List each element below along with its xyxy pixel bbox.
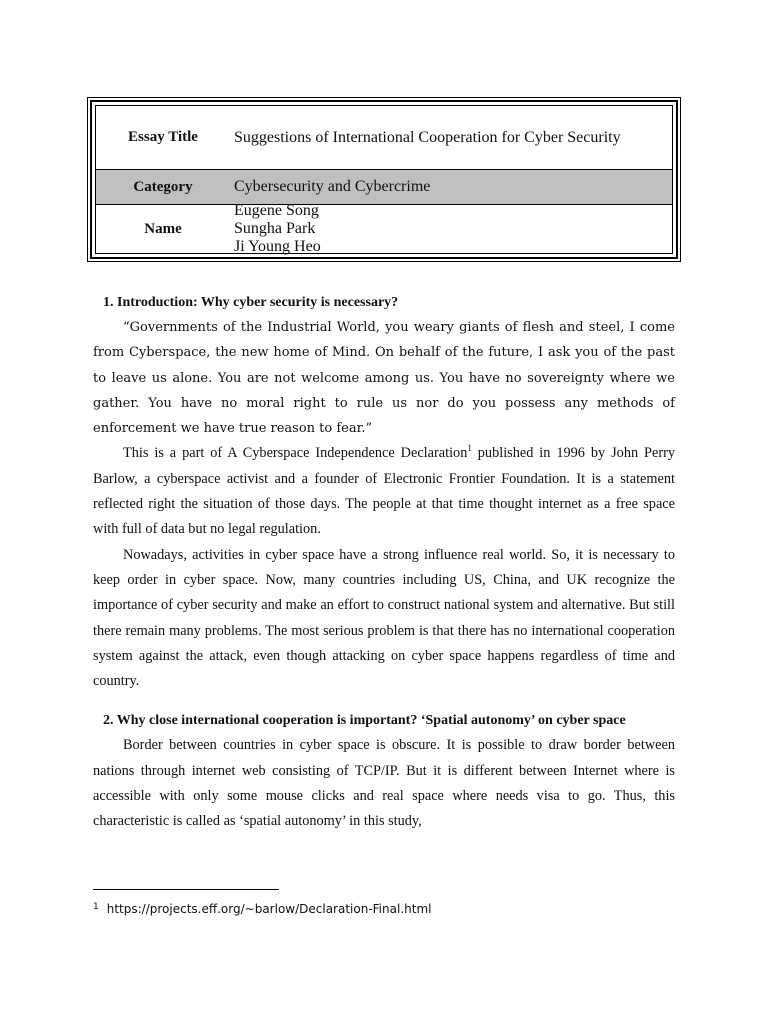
- section-1-paragraph-2: This is a part of A Cyberspace Independence Declaration$^1$ published in 1996 by John Perry Barlow, a cyberspace activist and a founder of Electronic Frontier Foundation. It is a statement reflected right the situation of those days. The people at that time thought internet as a free space with full of data but no legal regulation.: [93, 443, 676, 538]
- category-value: Cybersecurity and Cybercrime: [234, 178, 431, 195]
- author-name: Ji Young Heo: [234, 238, 321, 255]
- barlow-quote: “Governments of the Industrial World, you weary giants of flesh and steel, I come from Cyberspace, the new home of Mind. On behalf of the future, I ask you of the past to leave us alone. You are not welcome among us. You have no sovereignty where we gather. You have no moral right to rule us nor do you possess any methods of enforcement we have true reason to fear.”: [93, 320, 675, 437]
- footnote-link[interactable]: https://projects.eff.org/~barlow/Declaration-Final.html: [106, 902, 432, 916]
- essay-info-table: [90, 100, 678, 259]
- section-1-heading: 1. Introduction: Why cyber security is necessary?: [103, 295, 399, 310]
- essay-title-row: [96, 106, 672, 170]
- category-row: [96, 170, 672, 204]
- category-label: Category: [133, 178, 193, 195]
- section-1-paragraph-3: Nowadays, activities in cyber space have a strong influence real world. So, it is necessary to keep order in cyber space. Now, many countries including US, China, and UK recognize the importance of cyber security and make an effort to construct national system and alternative. But still there remain many problems. The most serious problem is that there has no international cooperation system against the attack, even though attacking on cyber space happens regardless of time and country.: [93, 546, 675, 690]
- footnote-divider: [93, 889, 279, 890]
- name-row: [96, 204, 672, 253]
- section-2-paragraph-1: Border between countries in cyber space is obscure. It is possible to draw border between nations through internet web consisting of TCP/IP. But it is different between Internet where is accessible with only some mouse clicks and real space where needs visa to go. Thus, this characteristic is called as ‘spatial autonomy’ in this study,: [93, 737, 675, 830]
- essay-title-label: Essay Title: [128, 129, 198, 145]
- essay-body: [93, 290, 675, 835]
- section-2-heading: 2. Why close international cooperation is important? ‘Spatial autonomy’ on cyber space: [103, 713, 626, 729]
- footnote: [93, 902, 431, 916]
- author-name: Eugene Song: [234, 202, 319, 219]
- author-names: [234, 202, 321, 256]
- name-label: Name: [144, 220, 182, 237]
- essay-title-value: Suggestions of International Cooperation for Cyber Security: [234, 128, 621, 146]
- footnote-ref[interactable]: 1: [467, 443, 472, 454]
- author-name: Sungha Park: [234, 220, 316, 237]
- footnote-number: 1: [93, 902, 99, 912]
